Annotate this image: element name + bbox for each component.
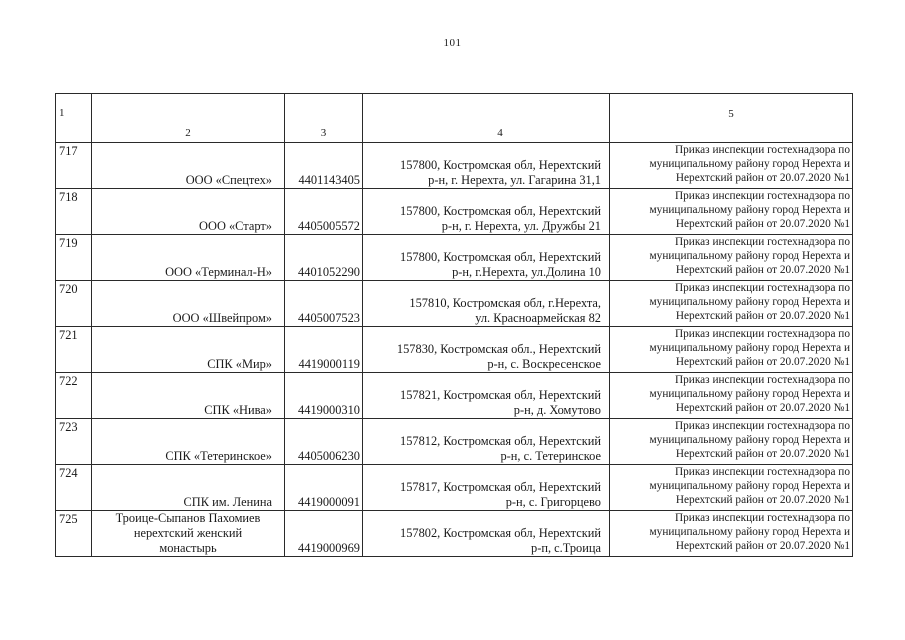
table-header-row <box>56 94 853 143</box>
organization-name-line: СПК «Тетеринское» <box>165 449 272 463</box>
address <box>363 511 610 557</box>
table-row <box>56 511 853 557</box>
organization-name-line: СПК «Мир» <box>207 357 272 371</box>
table-row <box>56 465 853 511</box>
organization-name-line: ООО «Швейпром» <box>172 311 272 325</box>
address-line: р-н, д. Хомутово <box>513 403 601 417</box>
order-line: муниципальному району город Нерехта и <box>649 388 850 400</box>
organization-name <box>92 189 285 235</box>
order-line: муниципальному району город Нерехта и <box>649 296 850 308</box>
order-line: Нерехтский район от 20.07.2020 №1 <box>675 264 850 276</box>
organization-name-line: ООО «Терминал-Н» <box>165 265 272 279</box>
table-row <box>56 419 853 465</box>
address-line: р-н, г. Нерехта, ул. Гагарина 31,1 <box>428 173 601 187</box>
order-reference <box>610 419 853 465</box>
order-line: Нерехтский район от 20.07.2020 №1 <box>675 540 850 552</box>
inn-value: 4401143405 <box>285 143 363 189</box>
organization-name <box>92 143 285 189</box>
organization-name-line: ООО «Спецтех» <box>185 173 272 187</box>
inn-value: 4419000091 <box>285 465 363 511</box>
address-line: 157817, Костромская обл, Нерехтский <box>400 480 601 494</box>
address-line: 157821, Костромская обл, Нерехтский <box>400 388 601 402</box>
table-row <box>56 235 853 281</box>
order-line: Приказ инспекции гостехнадзора по <box>674 190 850 202</box>
order-reference <box>610 327 853 373</box>
organization-name-line: монастырь <box>159 541 217 555</box>
order-line: муниципальному району город Нерехта и <box>649 250 850 262</box>
order-line: Приказ инспекции гостехнадзора по <box>674 236 850 248</box>
row-number: 719 <box>56 235 92 281</box>
order-line: Нерехтский район от 20.07.2020 №1 <box>675 356 850 368</box>
order-line: Приказ инспекции гостехнадзора по <box>674 420 850 432</box>
inn-value: 4405007523 <box>285 281 363 327</box>
address <box>363 327 610 373</box>
organization-name-line: Троице-Сыпанов Пахомиев <box>115 511 261 525</box>
inn-value: 4401052290 <box>285 235 363 281</box>
address-line: 157802, Костромская обл, Нерехтский <box>400 526 601 540</box>
address-line: р-н, с. Григорцево <box>505 495 601 509</box>
address <box>363 235 610 281</box>
page-number: 101 <box>443 37 462 49</box>
order-line: Нерехтский район от 20.07.2020 №1 <box>675 448 850 460</box>
organization-name-line: СПК им. Ленина <box>183 495 272 509</box>
row-number: 724 <box>56 465 92 511</box>
order-line: муниципальному району город Нерехта и <box>649 158 850 170</box>
address-line: ул. Красноармейская 82 <box>475 311 601 325</box>
address <box>363 143 610 189</box>
order-line: Приказ инспекции гостехнадзора по <box>674 374 850 386</box>
table-row <box>56 373 853 419</box>
order-line: Приказ инспекции гостехнадзора по <box>674 466 850 478</box>
row-number: 718 <box>56 189 92 235</box>
registry-table <box>55 93 853 557</box>
organization-name <box>92 235 285 281</box>
organization-name <box>92 327 285 373</box>
order-reference <box>610 281 853 327</box>
organization-name <box>92 419 285 465</box>
inn-value: 4419000969 <box>285 511 363 557</box>
address-line: р-н, с. Воскресенское <box>487 357 601 371</box>
table-row <box>56 327 853 373</box>
address-line: 157800, Костромская обл, Нерехтский <box>400 250 601 264</box>
order-line: Приказ инспекции гостехнадзора по <box>674 328 850 340</box>
address-line: 157800, Костромская обл, Нерехтский <box>400 158 601 172</box>
order-reference <box>610 189 853 235</box>
order-line: муниципальному району город Нерехта и <box>649 342 850 354</box>
address-line: р-н, г. Нерехта, ул. Дружбы 21 <box>441 219 601 233</box>
order-line: Нерехтский район от 20.07.2020 №1 <box>675 172 850 184</box>
table-row <box>56 281 853 327</box>
order-reference <box>610 373 853 419</box>
address-line: 157810, Костромская обл, г.Нерехта, <box>409 296 601 310</box>
table-row <box>56 189 853 235</box>
address <box>363 373 610 419</box>
address-line: р-н, г.Нерехта, ул.Долина 10 <box>452 265 601 279</box>
inn-value: 4419000310 <box>285 373 363 419</box>
order-line: муниципальному району город Нерехта и <box>649 526 850 538</box>
order-line: Приказ инспекции гостехнадзора по <box>674 144 850 156</box>
column-header-3: 3 <box>285 94 363 143</box>
order-line: Нерехтский район от 20.07.2020 №1 <box>675 402 850 414</box>
row-number: 721 <box>56 327 92 373</box>
inn-value: 4405005572 <box>285 189 363 235</box>
organization-name-line: ООО «Старт» <box>199 219 272 233</box>
address-line: р-н, с. Тетеринское <box>500 449 601 463</box>
row-number: 723 <box>56 419 92 465</box>
address <box>363 465 610 511</box>
row-number: 725 <box>56 511 92 557</box>
order-line: Нерехтский район от 20.07.2020 №1 <box>675 218 850 230</box>
address-line: р-п, с.Троица <box>531 541 601 555</box>
address-line: 157830, Костромская обл., Нерехтский <box>396 342 601 356</box>
inn-value: 4405006230 <box>285 419 363 465</box>
order-reference <box>610 235 853 281</box>
inn-value: 4419000119 <box>285 327 363 373</box>
order-reference <box>610 465 853 511</box>
organization-name <box>92 465 285 511</box>
organization-name <box>92 373 285 419</box>
order-reference <box>610 511 853 557</box>
organization-name <box>92 281 285 327</box>
order-line: муниципальному району город Нерехта и <box>649 204 850 216</box>
order-line: муниципальному району город Нерехта и <box>649 480 850 492</box>
order-line: Приказ инспекции гостехнадзора по <box>674 512 850 524</box>
address-line: 157812, Костромская обл, Нерехтский <box>400 434 601 448</box>
order-line: Приказ инспекции гостехнадзора по <box>674 282 850 294</box>
address-line: 157800, Костромская обл, Нерехтский <box>400 204 601 218</box>
organization-name <box>92 511 285 557</box>
address <box>363 281 610 327</box>
column-header-4: 4 <box>363 94 610 143</box>
order-line: Нерехтский район от 20.07.2020 №1 <box>675 310 850 322</box>
order-reference <box>610 143 853 189</box>
row-number: 722 <box>56 373 92 419</box>
column-header-5: 5 <box>610 94 853 143</box>
organization-name-line: нерехтский женский <box>133 526 243 540</box>
order-line: муниципальному району город Нерехта и <box>649 434 850 446</box>
column-header-2: 2 <box>92 94 285 143</box>
organization-name-line: СПК «Нива» <box>204 403 272 417</box>
address <box>363 189 610 235</box>
table-row <box>56 143 853 189</box>
address <box>363 419 610 465</box>
order-line: Нерехтский район от 20.07.2020 №1 <box>675 494 850 506</box>
column-header-1: 1 <box>56 94 92 143</box>
row-number: 717 <box>56 143 92 189</box>
row-number: 720 <box>56 281 92 327</box>
